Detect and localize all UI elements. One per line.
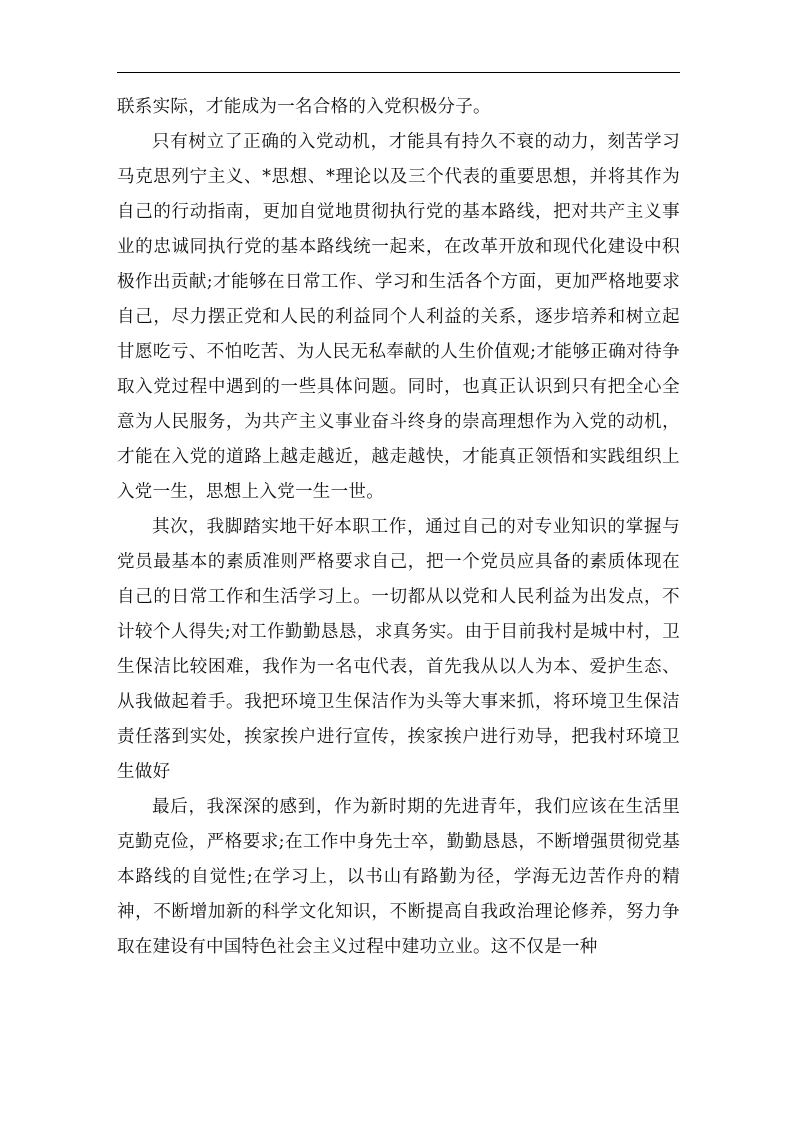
body-text — [117, 90, 680, 965]
paragraph: 最后，我深深的感到，作为新时期的先进青年，我们应该在生活里克勤克俭，严格要求;在工作中身先士卒，勤勤恳恳，不断增强贯彻党基本路线的自觉性;在学习上，以书山有路勤为径，学海无边苦作舟的精神，不断增加新的科学文化知识，不断提高自我政治理论修养，努力争取在建设有中国特色社会主义过程中建功立业。这不仅是一种 — [117, 797, 680, 957]
header-rule — [117, 72, 680, 73]
paragraph: 只有树立了正确的入党动机，才能具有持久不衰的动力，刻苦学习马克思列宁主义、*思想、*理论以及三个代表的重要思想，并将其作为自己的行动指南，更加自觉地贯彻执行党的基本路线，把对共产主义事业的忠诚同执行党的基本路线统一起来，在改革开放和现代化建设中积极作出贡献;才能够在日常工作、学习和生活各个方面，更加严格地要求自己，尽力摆正党和人民的利益同个人利益的关系，逐步培养和树立起甘愿吃亏、不怕吃苦、为人民无私奉献的人生价值观;才能够正确对待争取入党过程中遇到的一些具体问题。同时，也真正认识到只有把全心全意为人民服务，为共产主义事业奋斗终身的崇高理想作为入党的动机，才能在入党的道路上越走越近，越走越快，才能真正领悟和实践组织上入党一生，思想上入党一生一世。 — [117, 132, 680, 502]
paragraph: 联系实际，才能成为一名合格的入党积极分子。 — [117, 97, 491, 117]
paragraph: 其次，我脚踏实地干好本职工作，通过自己的对专业知识的掌握与党员最基本的素质准则严格要求自己，把一个党员应具备的素质体现在自己的日常工作和生活学习上。一切都从以党和人民利益为出发点，不计较个人得失;对工作勤勤恳恳，求真务实。由于目前我村是城中村，卫生保洁比较困难，我作为一名屯代表，首先我从以人为本、爱护生态、从我做起着手。我把环境卫生保洁作为头等大事来抓，将环境卫生保洁责任落到实处，挨家挨户进行宣传，挨家挨户进行劝导，把我村环境卫生做好 — [117, 517, 680, 782]
